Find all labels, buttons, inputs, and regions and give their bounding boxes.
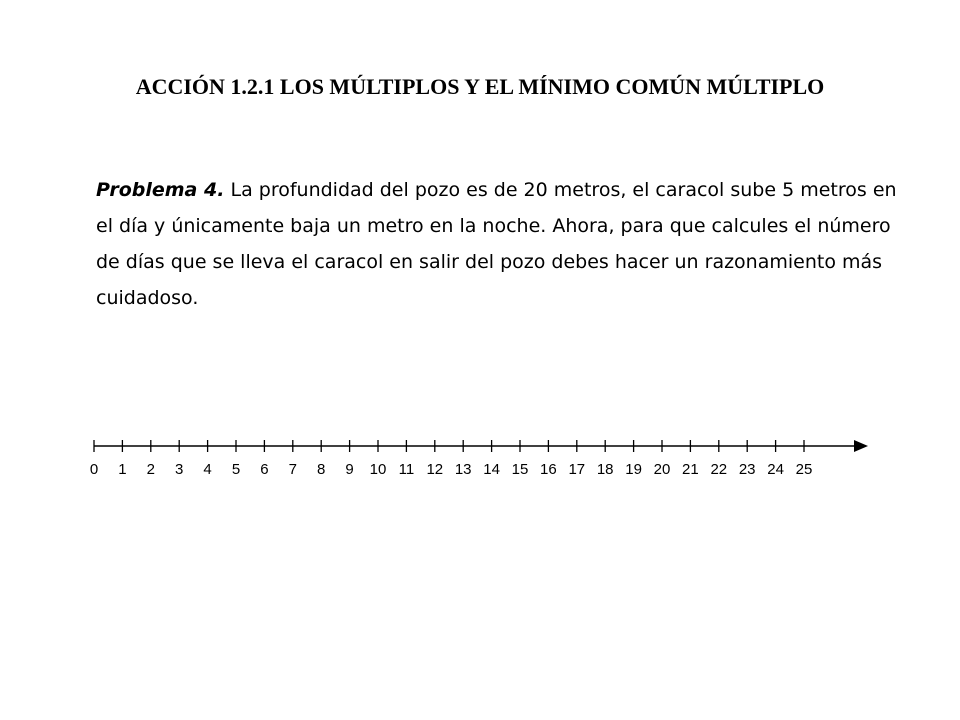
number-line-tick-label: 14 bbox=[483, 461, 500, 478]
number-line-tick-label: 7 bbox=[288, 461, 297, 478]
number-line-tick-label: 21 bbox=[682, 461, 699, 478]
number-line bbox=[80, 428, 880, 488]
number-line-tick-label: 19 bbox=[625, 461, 642, 478]
number-line-arrow-icon bbox=[854, 440, 868, 452]
number-line-tick-label: 8 bbox=[317, 461, 326, 478]
number-line-tick-label: 1 bbox=[118, 461, 127, 478]
number-line-tick-label: 5 bbox=[231, 461, 241, 478]
number-line-tick-label: 25 bbox=[795, 461, 813, 478]
page-title: ACCIÓN 1.2.1 LOS MÚLTIPLOS Y EL MÍNIMO COMÚN MÚLTIPLO bbox=[135, 74, 825, 99]
number-line-tick-label: 4 bbox=[203, 461, 212, 478]
number-line-tick-label: 16 bbox=[540, 461, 557, 478]
number-line-tick-label: 2 bbox=[146, 461, 155, 478]
number-line-tick-label: 20 bbox=[653, 461, 671, 478]
problem-text: La profundidad del pozo es de 20 metros, el caracol sube 5 metros en el día y únicamente baja un metro en la noche. Ahora, para que calcules el número de días que se lleva el caracol en salir del pozo debes hacer un razonamiento más cuidadoso. bbox=[96, 179, 897, 309]
number-line-tick-label: 10 bbox=[369, 461, 387, 478]
number-line-tick-label: 23 bbox=[738, 461, 756, 478]
number-line-tick-label: 12 bbox=[426, 461, 444, 478]
number-line-tick-label: 6 bbox=[260, 461, 269, 478]
number-line-tick-label: 17 bbox=[568, 461, 586, 478]
problem-label: Problema 4. bbox=[96, 179, 225, 201]
number-line-tick-label: 24 bbox=[767, 461, 784, 478]
number-line-tick-label: 3 bbox=[175, 461, 184, 478]
number-line-tick-label: 18 bbox=[596, 461, 614, 478]
number-line-tick-label: 13 bbox=[454, 461, 472, 478]
number-line-tick-label: 15 bbox=[511, 461, 529, 478]
problem-statement bbox=[96, 172, 916, 316]
number-line-tick-label: 9 bbox=[345, 461, 354, 478]
number-line-tick-label: 22 bbox=[710, 461, 728, 478]
number-line-tick-label: 0 bbox=[89, 461, 99, 478]
number-line-tick-label: 11 bbox=[398, 461, 415, 478]
